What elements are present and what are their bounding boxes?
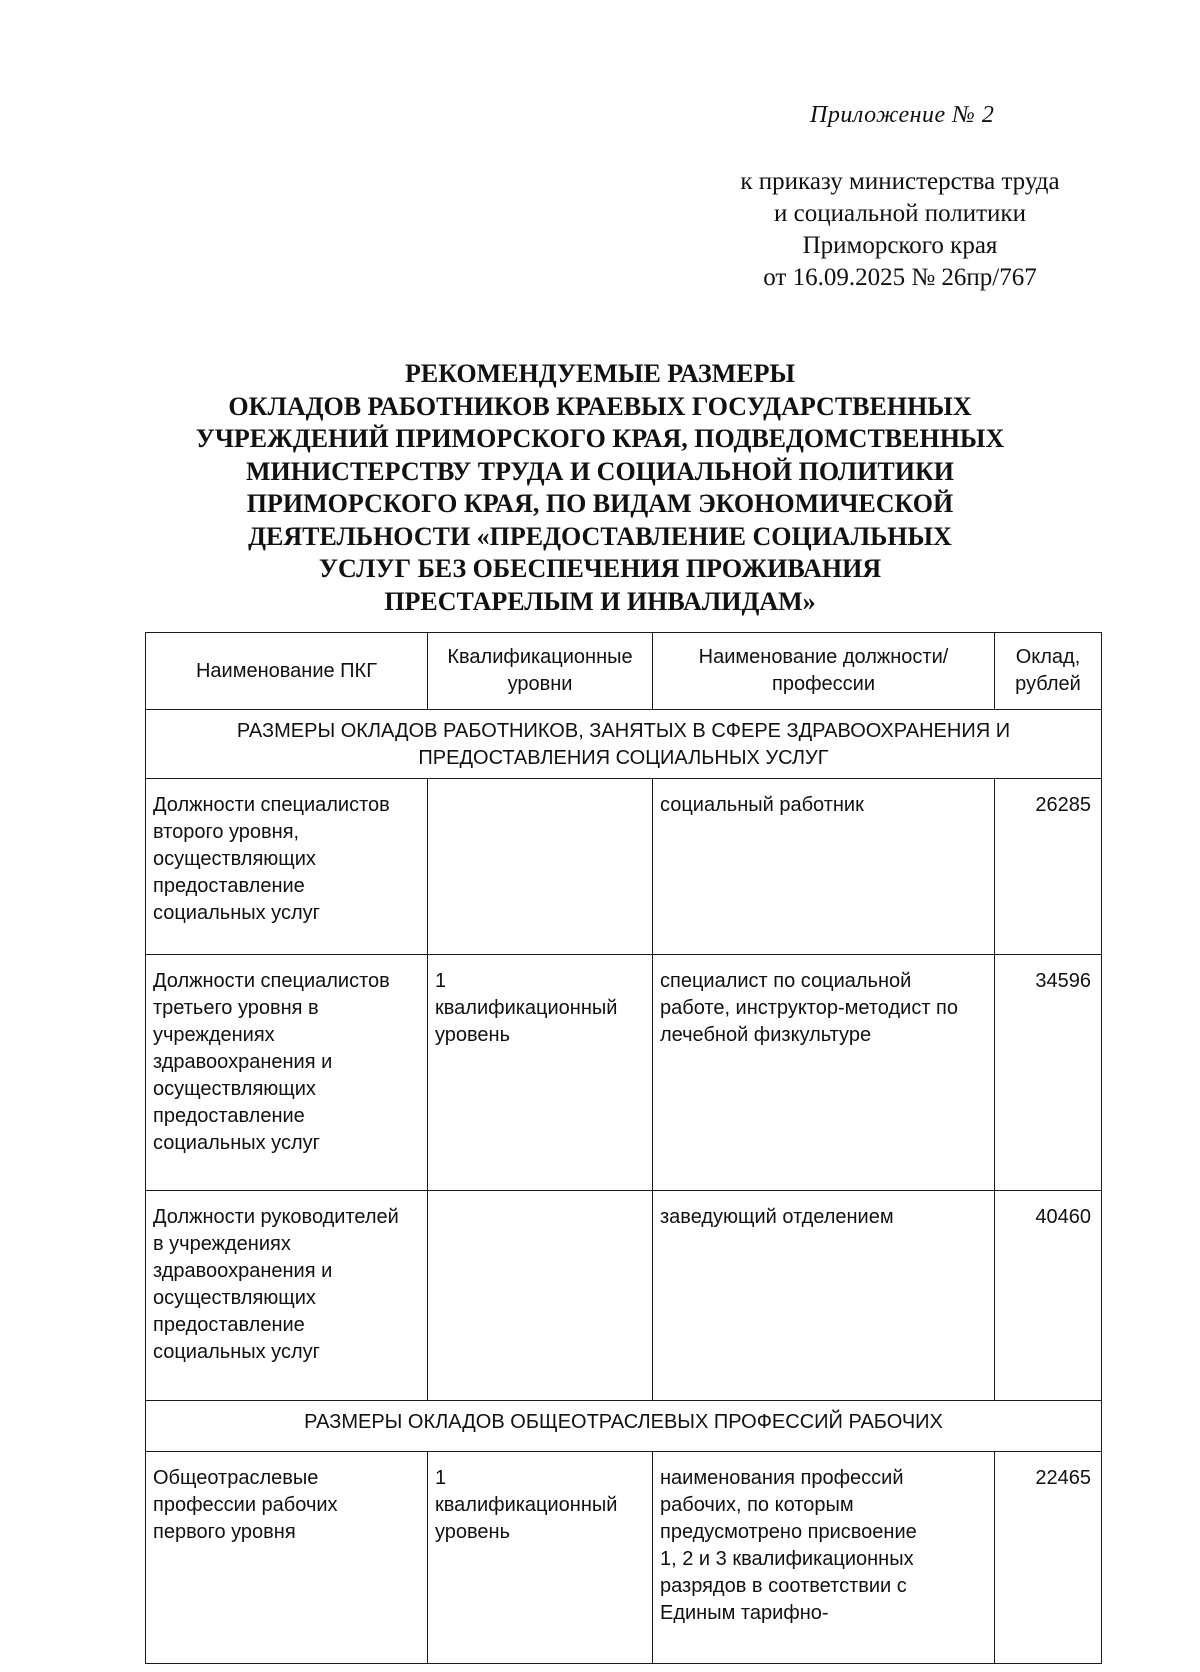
section-title: РАЗМЕРЫ ОКЛАДОВ ОБЩЕОТРАСЛЕВЫХ ПРОФЕССИЙ РАБОЧИХ [146, 1401, 1102, 1452]
section-row [146, 1401, 1102, 1452]
cell-salary: 40460 [995, 1191, 1102, 1401]
header-qualification-levels: Квалификационные уровни [428, 633, 653, 710]
table-row [146, 1191, 1102, 1401]
title-line: УЧРЕЖДЕНИЙ ПРИМОРСКОГО КРАЯ, ПОДВЕДОМСТВЕННЫХ [195, 424, 1005, 453]
cell-position: специалист по социальной работе, инструктор-методист по лечебной физкультуре [653, 955, 995, 1191]
title-line: ПРЕСТАРЕЛЫМ И ИНВАЛИДАМ» [384, 586, 816, 616]
cell-pkg: Должности руководителей в учреждениях здравоохранения и осуществляющих предоставление социальных услуг [146, 1191, 428, 1401]
cell-position: наименования профессий рабочих, по которым предусмотрено присвоение 1, 2 и 3 квалификационных разрядов в соответствии с Единым тарифно- [653, 1452, 995, 1664]
cell-position: социальный работник [653, 779, 995, 955]
order-reference [700, 166, 1100, 294]
table-row [146, 955, 1102, 1191]
table-header-row [146, 633, 1102, 710]
cell-level: 1 квалификационный уровень [428, 1452, 653, 1664]
cell-salary: 22465 [995, 1452, 1102, 1664]
header-salary: Оклад, рублей [995, 633, 1102, 710]
order-line: и социальной политики [774, 200, 1026, 227]
title-line: УСЛУГ БЕЗ ОБЕСПЕЧЕНИЯ ПРОЖИВАНИЯ [318, 554, 882, 583]
table-row [146, 779, 1102, 955]
document-title [120, 358, 1080, 618]
cell-pkg: Должности специалистов второго уровня, осуществляющих предоставление социальных услуг [146, 779, 428, 955]
title-line: МИНИСТЕРСТВУ ТРУДА И СОЦИАЛЬНОЙ ПОЛИТИКИ [245, 456, 955, 486]
table-row [146, 1452, 1102, 1664]
cell-level [428, 779, 653, 955]
cell-salary: 26285 [995, 779, 1102, 955]
cell-pkg: Должности специалистов третьего уровня в учреждениях здравоохранения и осуществляющих предоставление социальных услуг [146, 955, 428, 1191]
salary-table [145, 632, 1102, 1664]
order-line: от 16.09.2025 № 26пр/767 [763, 264, 1037, 291]
cell-level: 1 квалификационный уровень [428, 955, 653, 1191]
cell-salary: 34596 [995, 955, 1102, 1191]
title-line: ПРИМОРСКОГО КРАЯ, ПО ВИДАМ ЭКОНОМИЧЕСКОЙ [246, 489, 954, 518]
cell-pkg: Общеотраслевые профессии рабочих первого уровня [146, 1452, 428, 1664]
order-line: к приказу министерства труда [740, 168, 1060, 195]
header-pkg-name: Наименование ПКГ [146, 633, 428, 710]
section-title: РАЗМЕРЫ ОКЛАДОВ РАБОТНИКОВ, ЗАНЯТЫХ В СФЕРЕ ЗДРАВООХРАНЕНИЯ И ПРЕДОСТАВЛЕНИЯ СОЦИАЛЬНЫХ УСЛУГ [146, 710, 1102, 779]
section-row [146, 710, 1102, 779]
title-line: ОКЛАДОВ РАБОТНИКОВ КРАЕВЫХ ГОСУДАРСТВЕННЫХ [228, 391, 972, 421]
title-line: РЕКОМЕНДУЕМЫЕ РАЗМЕРЫ [405, 359, 795, 388]
title-line: ДЕЯТЕЛЬНОСТИ «ПРЕДОСТАВЛЕНИЕ СОЦИАЛЬНЫХ [248, 521, 952, 551]
cell-position: заведующий отделением [653, 1191, 995, 1401]
cell-level [428, 1191, 653, 1401]
header-position-name: Наименование должности/профессии [653, 633, 995, 710]
order-line: Приморского края [802, 232, 998, 259]
annex-number: Приложение № 2 [810, 102, 995, 128]
